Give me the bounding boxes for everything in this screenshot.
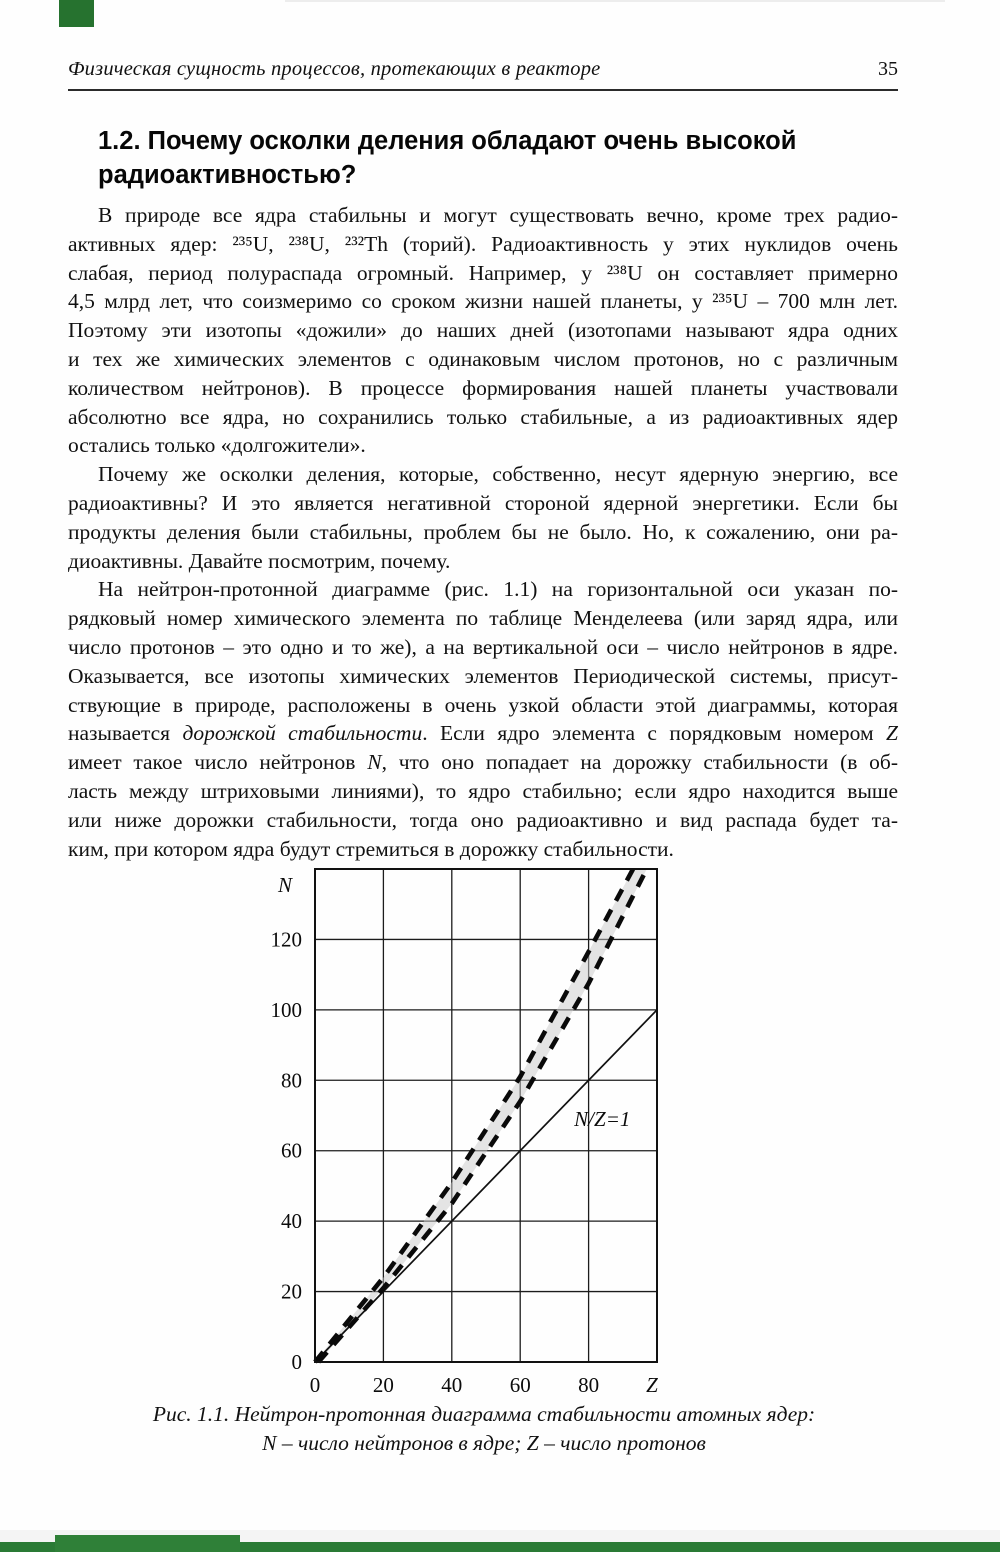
x-axis-label: Z: [646, 1373, 658, 1397]
body-line: слабая, период полураспада огромный. Например, у ²³⁸U он составляет примерно: [68, 260, 898, 285]
y-tick-label: 60: [281, 1138, 302, 1163]
running-header-title: Физическая сущность процессов, протекающих в реакторе: [68, 58, 601, 80]
caption-line-1: Рис. 1.1. Нейтрон-протонная диаграмма стабильности атомных ядер:: [152, 1402, 816, 1426]
body-line: радиоактивны? И это является негативной стороной ядерной энергетики. Если бы: [68, 490, 898, 515]
body-line: остались только «долгожители».: [68, 433, 366, 458]
x-tick-label: 60: [509, 1373, 531, 1397]
scan-artifact-bottom-green-step: [55, 1535, 240, 1552]
section-title-line-2: радиоактивностью?: [98, 161, 357, 189]
line-annotation: N/Z=1: [574, 1107, 631, 1132]
y-tick-label: 80: [281, 1068, 302, 1093]
body-line: Поэтому эти изотопы «дожили» до наших дней (изотопами называют ядра одних: [68, 318, 898, 343]
scan-edge-top-line: [285, 0, 945, 2]
x-tick-label: 80: [578, 1373, 600, 1397]
chart-svg: [240, 850, 710, 1402]
y-tick-label: 100: [270, 997, 302, 1022]
body-line: ким, при котором ядра будут стремиться в дорожку стабильности.: [68, 836, 674, 861]
body-line: Почему же осколки деления, которые, собственно, несут ядерную энергию, все: [98, 462, 898, 487]
body-line: абсолютно все ядра, но сохранились только стабильные, а из радиоактивных ядер: [68, 404, 898, 429]
body-line: имеет такое число нейтронов N, что оно попадает на дорожку стабильности (в об-: [68, 750, 898, 775]
caption-line-2: N – число нейтронов в ядре; Z – число протонов: [262, 1431, 706, 1455]
body-line: ствующие в природе, расположены в очень узкой области этой диаграммы, которая: [68, 692, 898, 717]
y-tick-label: 20: [281, 1279, 302, 1304]
body-line: В природе все ядра стабильны и могут существовать вечно, кроме трех радио-: [98, 203, 898, 227]
y-tick-label: 120: [270, 927, 302, 952]
body-line: Оказывается, все изотопы химических элементов Периодической системы, присут-: [68, 663, 898, 688]
section-title-line-1: 1.2. Почему осколки деления обладают очень высокой: [98, 127, 797, 155]
figure: [240, 850, 710, 1402]
body-line: 4,5 млрд лет, что соизмеримо со сроком жизни нашей планеты, у ²³⁵U – 700 млн лет.: [68, 289, 898, 314]
body-line: и тех же химических элементов с одинаковым числом протонов, но с различным: [68, 346, 898, 371]
x-tick-label: 0: [309, 1373, 321, 1397]
body-text: [68, 201, 898, 863]
scan-artifact-green-square: [59, 0, 94, 27]
figure-caption: [68, 1400, 900, 1458]
running-header: [68, 58, 898, 91]
section-title: [98, 124, 898, 192]
body-line: число протонов – это одно и то же), а на вертикальной оси – число нейтронов в ядре.: [68, 634, 898, 659]
body-line: На нейтрон-протонной диаграмме (рис. 1.1) на горизонтальной оси указан по-: [98, 577, 898, 602]
body-line: рядковый номер химического элемента по таблице Менделеева (или заряд ядра, или: [68, 606, 898, 631]
y-axis-label: N: [277, 873, 293, 897]
body-line: диоактивны. Давайте посмотрим, почему.: [68, 548, 451, 573]
x-tick-label: 20: [372, 1373, 394, 1397]
body-line: продукты деления были стабильны, проблем бы не было. Но, к сожалению, они ра-: [68, 519, 898, 544]
page-number: 35: [878, 58, 898, 80]
body-line: ласть между штриховыми линиями), то ядро стабильно; если ядро находится выше: [68, 778, 898, 803]
x-tick-label: 40: [441, 1373, 463, 1397]
body-line: активных ядер: ²³⁵U, ²³⁸U, ²³²Th (торий). Радиоактивность у этих нуклидов очень: [68, 231, 898, 256]
y-tick-label: 0: [291, 1350, 302, 1374]
y-tick-label: 40: [281, 1209, 302, 1234]
body-line: или ниже дорожки стабильности, тогда оно радиоактивно и вид распада будет та-: [68, 807, 898, 832]
body-line: количеством нейтронов). В процессе формирования нашей планеты участвовали: [68, 375, 898, 400]
body-line: называется дорожкой стабильности. Если ядро элемента с порядковым номером Z: [68, 721, 898, 746]
